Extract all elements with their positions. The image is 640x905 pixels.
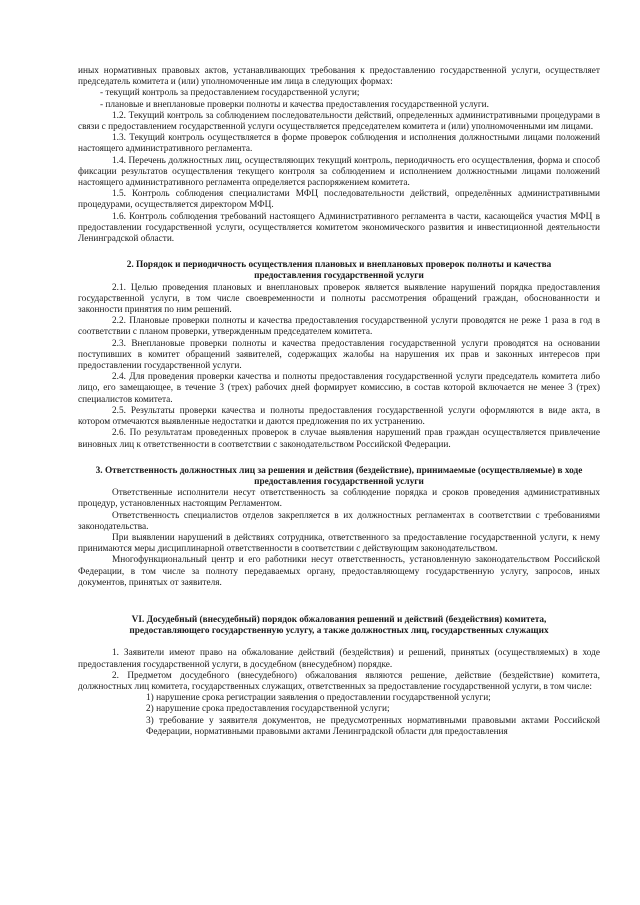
list-item: 2) нарушение срока предоставления государственной услуги; [146,704,390,715]
section-heading: 2. Порядок и периодичность осуществления плановых и внеплановых проверок полноты и качества предоставления государственной услуги [126,260,552,282]
paragraph: Ответственность специалистов отделов закрепляется в их должностных регламентах в соответствии с требованиями законодательства. [78,510,600,532]
paragraph: 1.5. Контроль соблюдения специалистами МФЦ последовательности действий, определённых административными процедурами, осуществляется директором МФЦ. [78,189,600,211]
list-item: - текущий контроль за предоставлением государственной услуги; [100,88,360,99]
paragraph: 1.3. Текущий контроль осуществляется в форме проверок соблюдения и исполнения должностными лицами положений настоящего административного регламента. [78,133,600,155]
paragraph: Многофункциональный центр и его работники несут ответственность, установленную законодательством Российской Федерации, в том числе за полноту передаваемых органу, предоставляющему государственную услугу, запросов, иных документов, принятых от заявителя. [78,555,600,588]
paragraph: иных нормативных правовых актов, устанавливающих требования к предоставлению государственной услуги, осуществляет председатель комитета и (или) уполномоченные им лица в следующих формах: [78,66,600,88]
section-heading: 3. Ответственность должностных лиц за решения и действия (бездействие), принимаемые (осуществляемые) в ходе предоставления государственной услуги [95,465,583,487]
list-item: 3) требование у заявителя документов, не предусмотренных нормативными правовыми актами Российской Федерации, нормативными правовыми актами Ленинградской области для предоставления [146,715,600,737]
paragraph: 1.4. Перечень должностных лиц, осуществляющих текущий контроль, периодичность его осуществления, форма и способ фиксации результатов осуществления текущего контроля за соблюдением и исполнением должностными лицами положений настоящего административного регламента определяется распоряжением комитета. [78,155,600,189]
spacer [78,589,600,615]
list-item: 1) нарушение срока регистрации заявления о предоставлении государственной услуги; [146,693,491,704]
paragraph: 2. Предметом досудебного (внесудебного) обжалования являются решение, действие (бездействие) комитета, должностных лиц комитета, государственных служащих, ответственных за предоставление государственной услуги, в том числе: [78,670,600,692]
list-item: - плановые и внеплановые проверки полноты и качества предоставления государственной услуги. [100,99,489,110]
paragraph: 1.6. Контроль соблюдения требований настоящего Административного регламента в части, касающейся участия МФЦ в предоставлении государственной услуги, осуществляется комитетом экономического развития и инвестиционной деятельности Ленинградской области. [78,211,600,245]
paragraph: 2.5. Результаты проверки качества и полноты предоставления государственной услуги оформляются в виде акта, в котором отмечаются выявленные недостатки и даются предложения по их устранению. [78,405,600,428]
spacer [78,637,600,648]
paragraph: Ответственные исполнители несут ответственность за соблюдение порядка и сроков проведения административных процедур, установленных настоящим Регламентом. [78,488,600,510]
chapter-heading: VI. Досудебный (внесудебный) порядок обжалования решений и действий (бездействия) комитета, предоставляющего государственную услугу, а также должностных лиц, государственных служащих [129,614,549,637]
paragraph: При выявлении нарушений в действиях сотрудника, ответственного за предоставление государственной услуги, к нему принимаются меры дисциплинарной ответственности в соответствии с действующим законодательством. [78,532,600,555]
paragraph: 2.6. По результатам проведенных проверок в случае выявления нарушений прав граждан осуществляется привлечение виновных лиц к ответственности в соответствии с законодательством Российской Федерации. [78,428,600,450]
paragraph: 1. Заявители имеют право на обжалование действий (бездействия) и решений, принятых (осуществляемых) в ходе предоставления государственной услуги, в досудебном (внесудебном) порядке. [78,648,600,670]
spacer [78,451,600,466]
paragraph: 2.3. Внеплановые проверки полноты и качества предоставления государственной услуги проводятся на основании поступивших в комитет обращений заявителей, содержащих жалобы на нарушения их прав и законных интересов при предоставлении государственной услуги. [78,338,600,372]
paragraph: 2.2. Плановые проверки полноты и качества предоставления государственной услуги проводятся не реже 1 раза в год в соответствии с планом проверки, утвержденным председателем комитета. [78,316,600,338]
paragraph: 2.1. Целью проведения плановых и внеплановых проверок является выявление нарушений порядка предоставления государственной услуги, в том числе своевременности и полноты рассмотрения обращений граждан, обоснованности и законности принятия по ним решений. [78,282,600,316]
spacer [78,245,600,260]
paragraph: 2.4. Для проведения проверки качества и полноты предоставления государственной услуги председатель комитета либо лицо, его замещающее, в течение 3 (трех) рабочих дней формирует комиссию, в состав которой включается не менее 3 (трех) специалистов комитета. [78,372,600,405]
paragraph: 1.2. Текущий контроль за соблюдением последовательности действий, определенных административными процедурами в связи с предоставлением государственной услуги осуществляется председателем комитета и (или) уполномоченными им лицами. [78,110,600,133]
